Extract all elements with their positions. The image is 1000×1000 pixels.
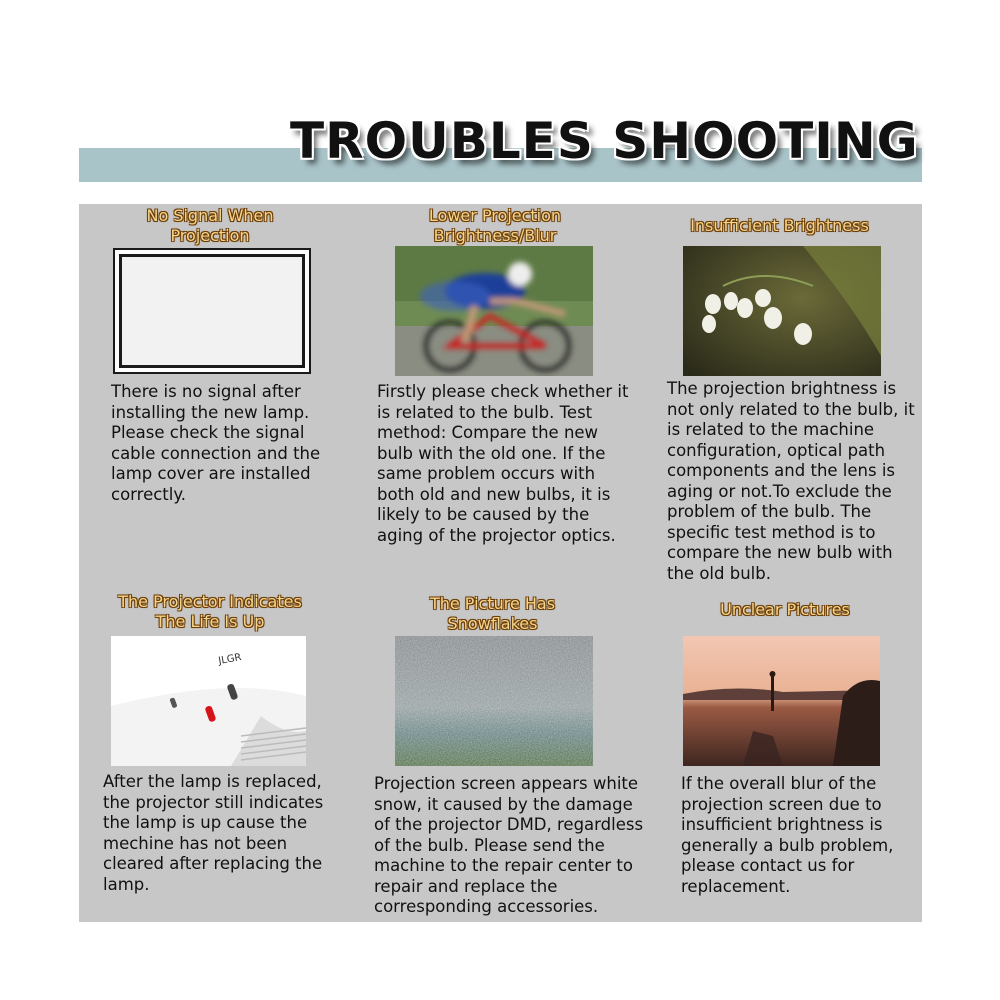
blurred-cyclist-image [395, 246, 593, 376]
snowflake-noise-image [395, 636, 593, 766]
heading-insufficient-brightness: Insufficient Brightness [690, 216, 869, 235]
description-insufficient-brightness: The projection brightness is not only related to the bulb, it is related to the machine configuration, optical path components and the lens is aging or not.To exclude the problem of the bulb. The specific test method is to compare the new bulb with the old bulb. [667, 379, 915, 583]
page-title: TROUBLES SHOOTING [290, 112, 919, 170]
heading-lower-brightness: Lower Projection Brightness/Blur [428, 206, 562, 245]
description-unclear-pictures: If the overall blur of the projection screen due to insufficient brightness is generally a bulb problem, please contact us for replacement. [681, 774, 894, 896]
heading-no-signal: No Signal When Projection [146, 206, 274, 245]
heading-life-is-up: The Projector Indicates The Life Is Up [118, 592, 302, 631]
description-lower-brightness: Firstly please check whether it is related to the bulb. Test method: Compare the new bulb with the old one. If the same problem occurs with both old and new bulbs, it is likely to be caused by the aging of the projector optics. [377, 382, 629, 545]
svg-text:JLGR: JLGR [217, 652, 243, 667]
description-life-is-up: After the lamp is replaced, the projector still indicates the lamp is up cause the mechine has not been cleared after replacing the lamp. [103, 772, 324, 894]
blank-screen-image [113, 248, 311, 374]
heading-snowflakes: The Picture Has Snowflakes [429, 594, 556, 633]
description-snowflakes: Projection screen appears white snow, it caused by the damage of the projector DMD, regardless of the bulb. Please send the machine to the repair center to repair and replace the corresponding accessories. [374, 774, 644, 916]
description-no-signal: There is no signal after installing the new lamp. Please check the signal cable connection and the lamp cover are installed correctly. [111, 382, 321, 504]
heading-unclear-pictures: Unclear Pictures [720, 600, 850, 619]
blurry-sunset-image [683, 636, 880, 766]
projector-indicator-image [111, 636, 306, 766]
dim-flowers-image [683, 246, 881, 376]
